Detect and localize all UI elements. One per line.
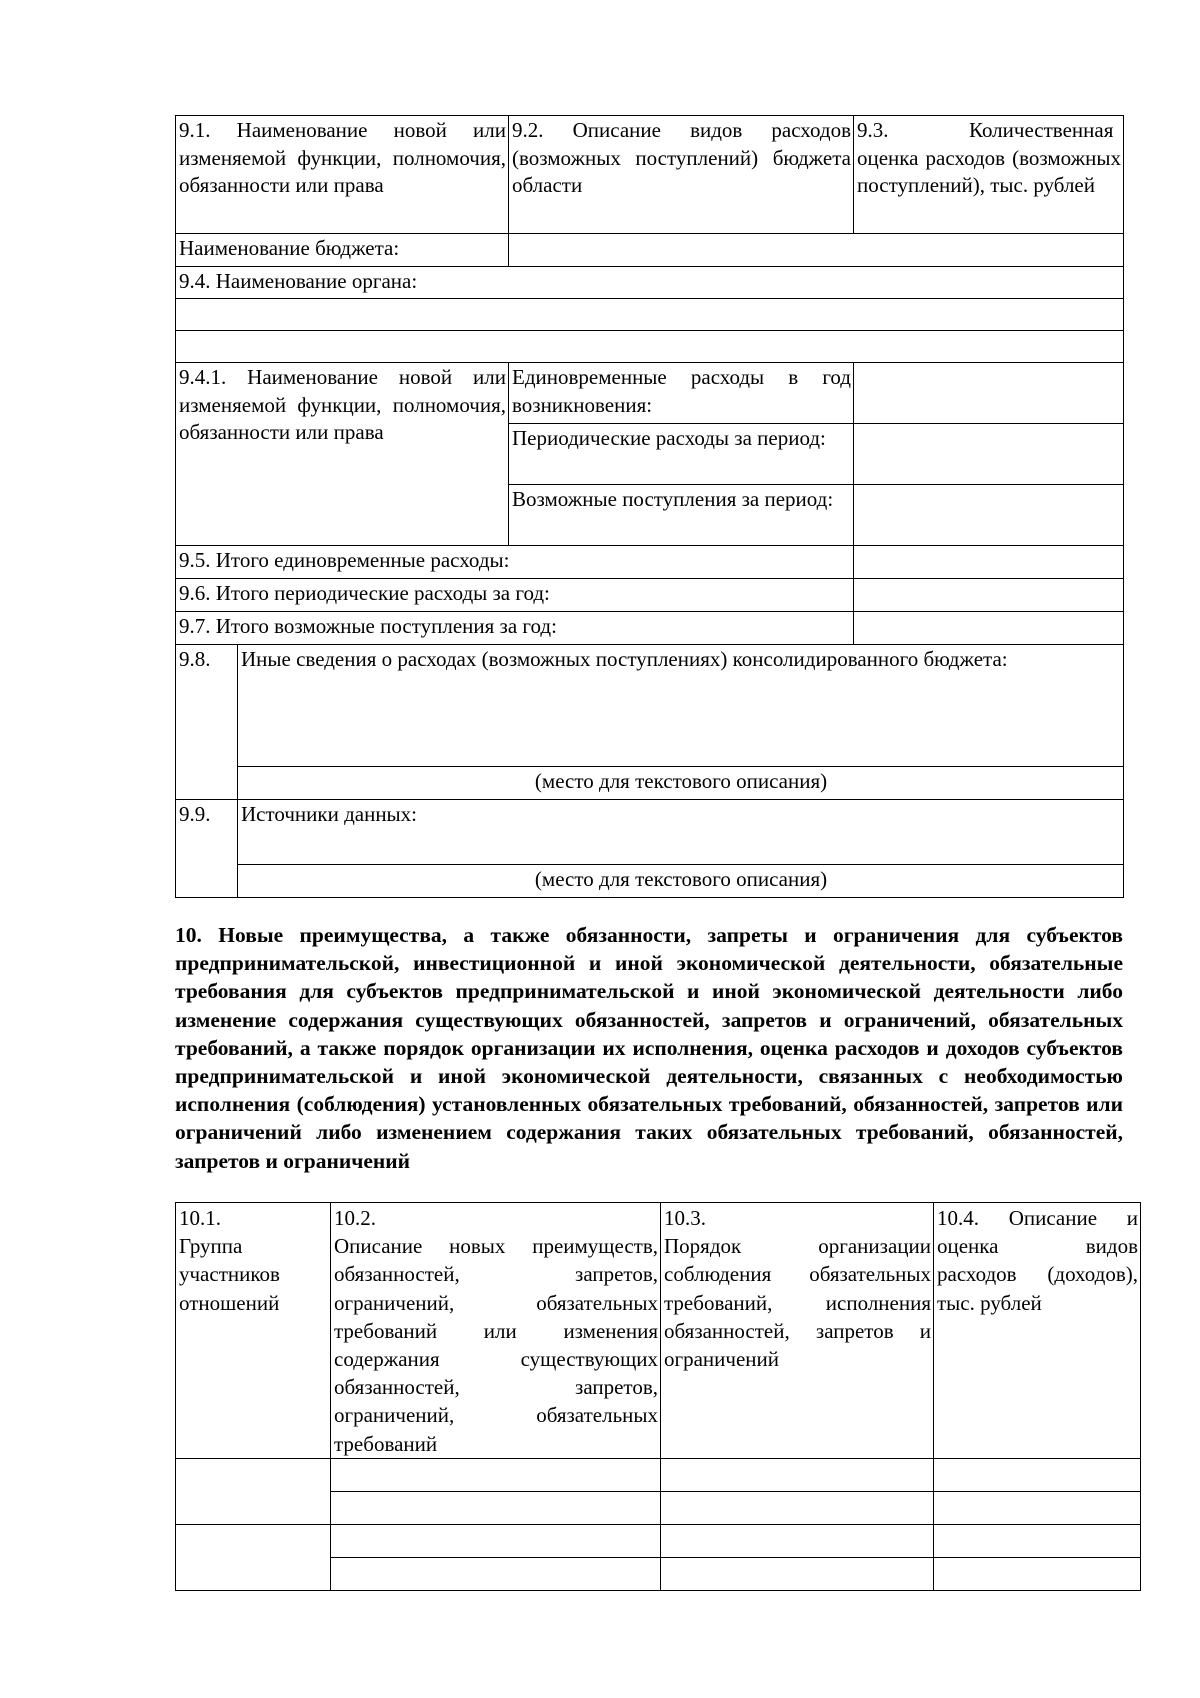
- header-10-1-text: Группа участников отношений: [179, 1234, 280, 1315]
- total-one-time-value: [854, 546, 1124, 579]
- periodic-expenses-label: Периодические расходы за период:: [509, 424, 854, 485]
- cell-1-1-2: [331, 1458, 661, 1491]
- cell-2-2-4: [934, 1557, 1141, 1590]
- organ-name-value-2: [176, 331, 1124, 363]
- organ-name-label: 9.4. Наименование органа:: [176, 267, 1124, 299]
- other-info-placeholder: (место для текстового описания): [238, 767, 1124, 800]
- total-one-time-label: 9.5. Итого единовременные расходы:: [176, 546, 854, 579]
- row-9-9-number: 9.9.: [176, 800, 238, 898]
- budget-name-label: Наименование бюджета:: [176, 234, 509, 267]
- cell-1-2-2: [331, 1491, 661, 1524]
- header-9-3: [854, 116, 1124, 234]
- cell-1-2-3: [661, 1491, 934, 1524]
- group-cell-1: [176, 1458, 331, 1524]
- function-9-4-1: 9.4.1. Наименование новой или изменяемой функции, полномочия, обязанности или права: [176, 363, 509, 546]
- header-10-2-text: Описание новых преимуществ, обязанностей, запретов, ограничений, обязательных требований или изменения содержания существующих обязанностей, запретов, ограничений, обязательных требований: [334, 1234, 658, 1456]
- obligations-table: [175, 1202, 1141, 1591]
- header-9-1: 9.1. Наименование новой или изменяемой функции, полномочия, обязанности или права: [176, 116, 509, 234]
- cell-1-2-4: [934, 1491, 1141, 1524]
- header-10-4: 10.4. Описание и оценка видов расходов (доходов), тыс. рублей: [934, 1203, 1141, 1459]
- total-possible-label: 9.7. Итого возможные поступления за год:: [176, 612, 854, 645]
- row-9-8-number: 9.8.: [176, 645, 238, 800]
- total-possible-value: [854, 612, 1124, 645]
- periodic-expenses-value: [854, 424, 1124, 485]
- possible-revenues-label: Возможные поступления за период:: [509, 485, 854, 546]
- other-info-label: Иные сведения о расходах (возможных поступлениях) консолидированного бюджета:: [238, 645, 1124, 767]
- header-10-2: [331, 1203, 661, 1459]
- header-9-3-number: 9.3.: [857, 118, 889, 142]
- data-sources-label: Источники данных:: [238, 800, 1124, 865]
- header-10-3-number: 10.3.: [664, 1206, 706, 1230]
- cell-2-1-2: [331, 1524, 661, 1557]
- header-10-1: [176, 1203, 331, 1459]
- header-10-2-number: 10.2.: [334, 1206, 376, 1230]
- group-cell-2: [176, 1524, 331, 1590]
- data-sources-placeholder: (место для текстового описания): [238, 865, 1124, 898]
- header-9-2: 9.2. Описание видов расходов (возможных поступлений) бюджета области: [509, 116, 854, 234]
- header-10-3: [661, 1203, 934, 1459]
- cell-1-1-4: [934, 1458, 1141, 1491]
- section-10-heading: 10. Новые преимущества, а также обязанности, запреты и ограничения для субъектов предпринимательской, инвестиционной и иной экономической деятельности, обязательные требования для субъектов предпринимательской и иной экономической деятельности либо изменение содержания существующих обязанностей, запретов и ограничений, обязательных требований, а также порядок организации их исполнения, оценка расходов и доходов субъектов предпринимательской и иной экономической деятельности, связанных с необходимостью исполнения (соблюдения) установленных обязательных требований, обязанностей, запретов или ограничений либо изменением содержания таких обязательных требований, обязанностей, запретов и ограничений: [175, 923, 1123, 1173]
- header-9-3-text: Количественная оценка расходов (возможных поступлений), тыс. рублей: [857, 118, 1121, 197]
- header-10-3-text: Порядок организации соблюдения обязательных требований, исполнения обязанностей, запретов и ограничений: [664, 1234, 931, 1372]
- organ-name-value-1: [176, 299, 1124, 331]
- one-time-expenses-label: Единовременные расходы в год возникновения:: [509, 363, 854, 424]
- cell-1-1-3: [661, 1458, 934, 1491]
- possible-revenues-value: [854, 485, 1124, 546]
- header-10-1-number: 10.1.: [179, 1206, 221, 1230]
- budget-name-value: [509, 234, 1124, 267]
- cell-2-2-3: [661, 1557, 934, 1590]
- cell-2-1-3: [661, 1524, 934, 1557]
- one-time-expenses-value: [854, 363, 1124, 424]
- cell-2-1-4: [934, 1524, 1141, 1557]
- total-periodic-label: 9.6. Итого периодические расходы за год:: [176, 579, 854, 612]
- cell-2-2-2: [331, 1557, 661, 1590]
- budget-expenses-table: [175, 115, 1124, 898]
- total-periodic-value: [854, 579, 1124, 612]
